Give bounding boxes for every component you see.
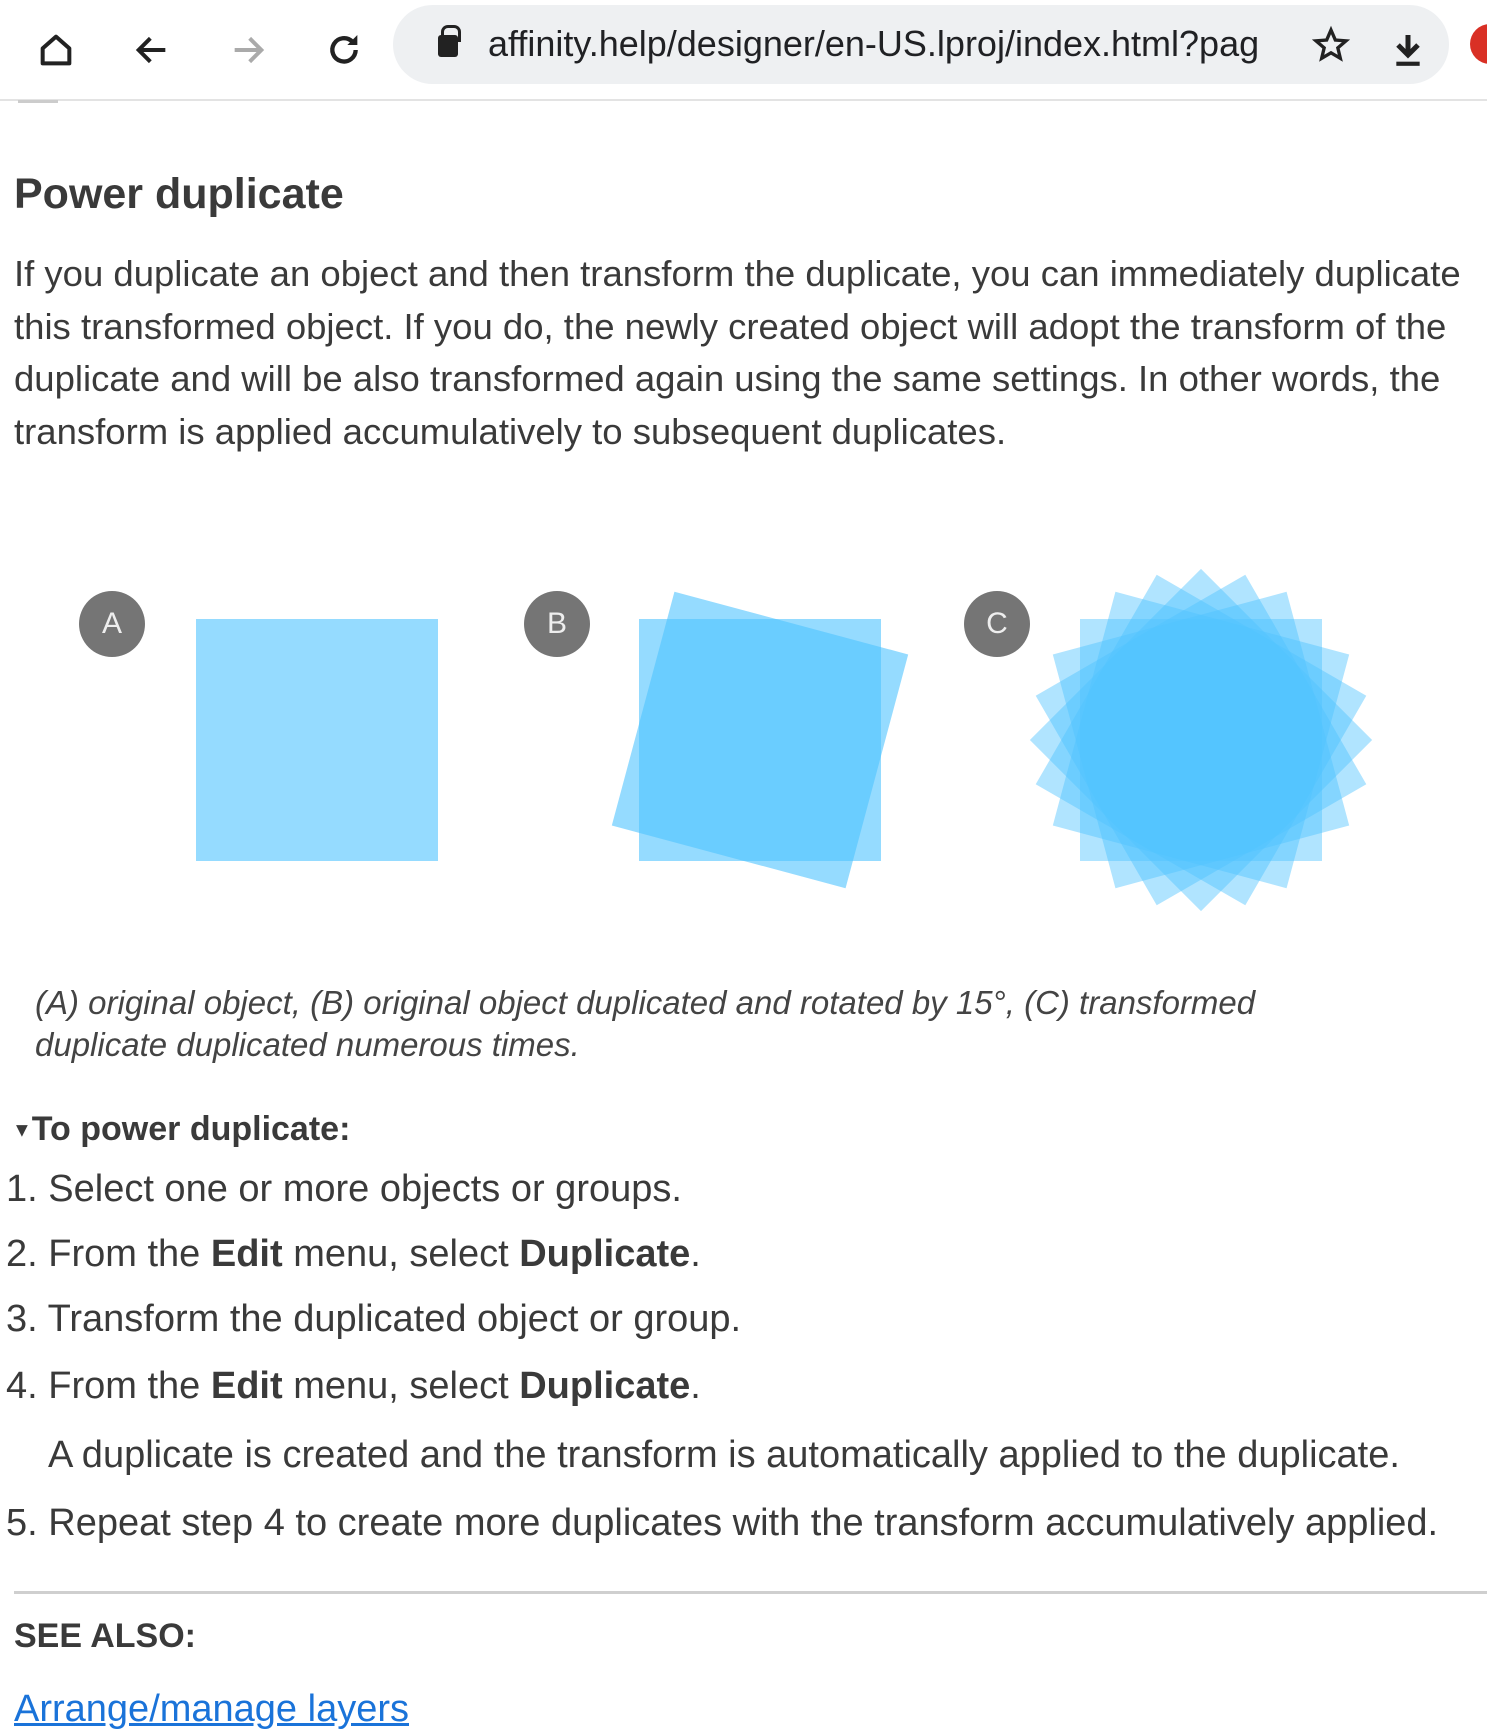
back-icon[interactable] <box>124 22 180 78</box>
forward-icon[interactable] <box>220 22 276 78</box>
url-text[interactable]: affinity.help/designer/en-US.lproj/index.html?pag <box>488 23 1260 64</box>
square-a <box>196 619 438 861</box>
intro-paragraph: If you duplicate an object and then transform the duplicate, you can immediately duplicate this transformed object. If you do, the newly created object will adopt the transform of the duplicate and will be also transformed again using the same settings. In other words, the transform is applied accumulatively to subsequent duplicates. <box>14 253 1461 452</box>
label-b-badge: B <box>524 591 590 657</box>
step-1: 1. Select one or more objects or groups. <box>6 1168 682 1210</box>
step-2: 2. From the Edit menu, select Duplicate. <box>6 1233 701 1275</box>
lock-icon <box>438 35 458 57</box>
see-also-heading: SEE ALSO: <box>14 1617 196 1655</box>
page-title: Power duplicate <box>14 170 344 218</box>
download-icon[interactable] <box>1380 22 1436 78</box>
star-icon[interactable] <box>1303 17 1359 73</box>
see-also-link-arrange-layers[interactable]: Arrange/manage layers <box>14 1688 409 1730</box>
step-4: 4. From the Edit menu, select Duplicate. <box>6 1365 701 1407</box>
step-5: 5. Repeat step 4 to create more duplicates with the transform accumulatively applied. <box>6 1502 1439 1544</box>
label-a-badge: A <box>79 591 145 657</box>
divider <box>14 1591 1487 1594</box>
step-3: 3. Transform the duplicated object or group. <box>6 1298 742 1340</box>
procedure-title: To power duplicate: <box>31 1110 351 1148</box>
procedure-toggle[interactable] <box>12 1110 350 1149</box>
triangle-down-icon: ▼ <box>12 1119 32 1142</box>
label-c-badge: C <box>964 591 1030 657</box>
step-4-result: A duplicate is created and the transform is automatically applied to the duplicate. <box>48 1434 1400 1476</box>
figure-caption: (A) original object, (B) original object duplicated and rotated by 15°, (C) transformed duplicate duplicated numerous times. <box>35 984 1256 1063</box>
browser-toolbar <box>0 0 1487 101</box>
reload-icon[interactable] <box>316 22 372 78</box>
address-bar[interactable] <box>393 5 1449 84</box>
scroll-indicator <box>18 100 58 103</box>
profile-avatar[interactable] <box>1470 24 1487 64</box>
figure-shapes <box>0 540 1487 940</box>
home-icon[interactable] <box>28 22 84 78</box>
